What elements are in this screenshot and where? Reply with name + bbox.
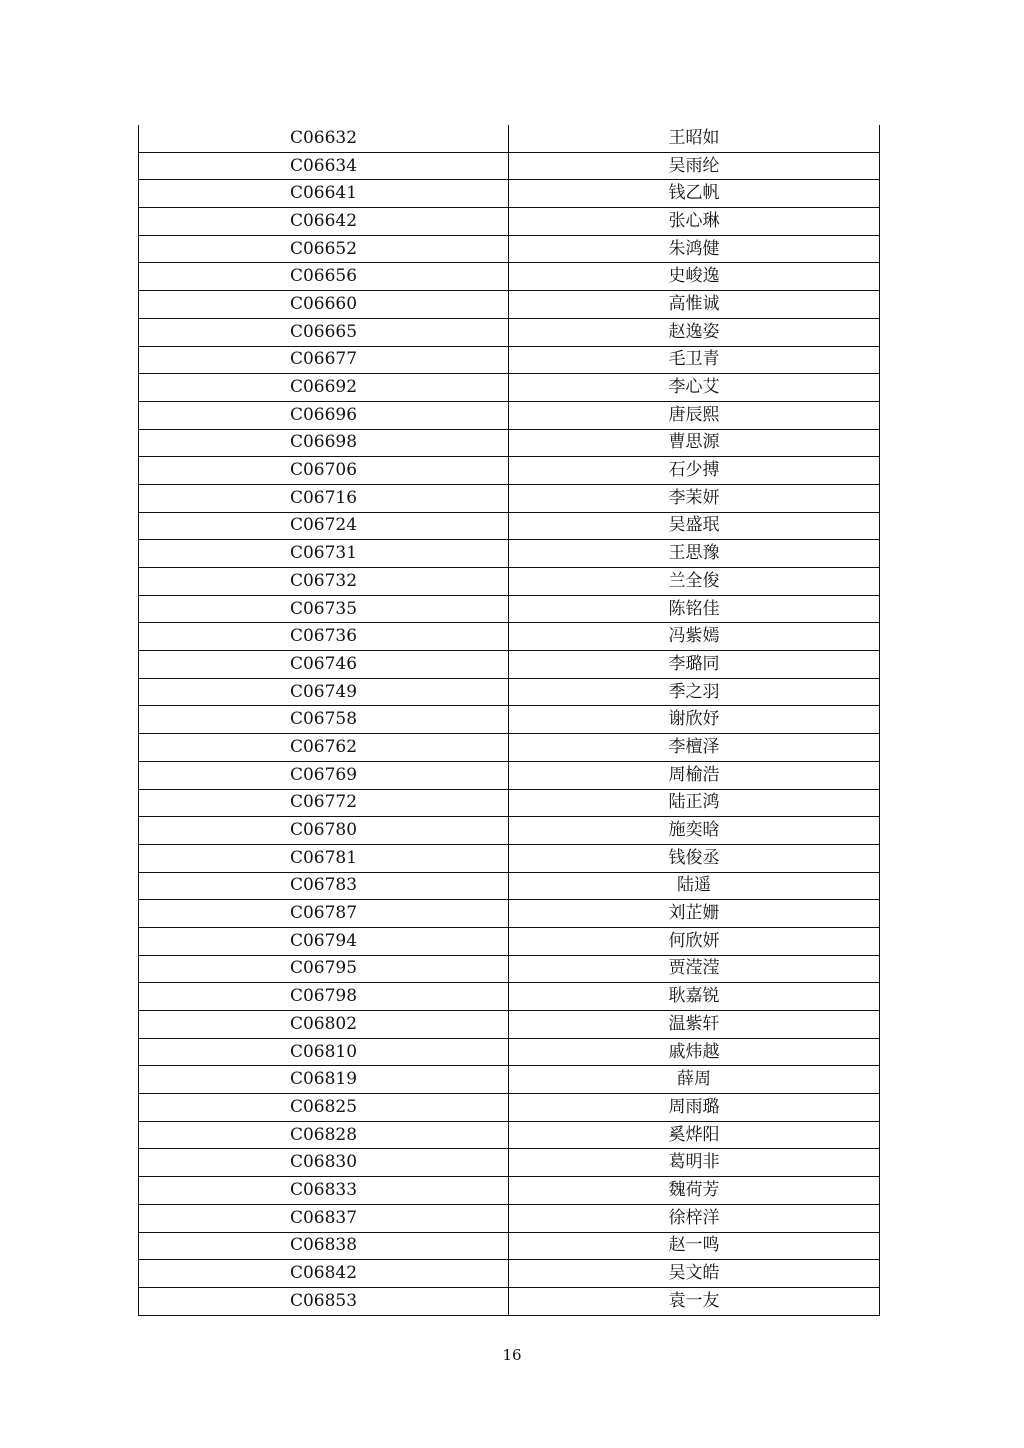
roster-table-body bbox=[139, 125, 880, 1315]
candidate-id-cell: C06825 bbox=[139, 1094, 509, 1122]
candidate-id-cell: C06802 bbox=[139, 1011, 509, 1039]
candidate-name-cell: 王思豫 bbox=[509, 540, 880, 568]
candidate-id-cell: C06780 bbox=[139, 817, 509, 845]
table-row bbox=[139, 761, 880, 789]
table-row bbox=[139, 235, 880, 263]
candidate-id-cell: C06769 bbox=[139, 761, 509, 789]
candidate-id-cell: C06810 bbox=[139, 1038, 509, 1066]
candidate-name-cell: 周雨璐 bbox=[509, 1094, 880, 1122]
table-row bbox=[139, 1149, 880, 1177]
candidate-name-cell: 陆正鸿 bbox=[509, 789, 880, 817]
candidate-id-cell: C06634 bbox=[139, 152, 509, 180]
table-row bbox=[139, 678, 880, 706]
table-row bbox=[139, 263, 880, 291]
candidate-name-cell: 李檀泽 bbox=[509, 734, 880, 762]
candidate-name-cell: 陈铭佳 bbox=[509, 595, 880, 623]
candidate-name-cell: 陆遥 bbox=[509, 872, 880, 900]
candidate-name-cell: 兰全俊 bbox=[509, 568, 880, 596]
candidate-name-cell: 石少搏 bbox=[509, 457, 880, 485]
table-row bbox=[139, 457, 880, 485]
table-row bbox=[139, 844, 880, 872]
candidate-name-cell: 李心艾 bbox=[509, 374, 880, 402]
table-row bbox=[139, 927, 880, 955]
candidate-id-cell: C06696 bbox=[139, 401, 509, 429]
candidate-name-cell: 贾滢滢 bbox=[509, 955, 880, 983]
table-row bbox=[139, 595, 880, 623]
candidate-name-cell: 耿嘉锐 bbox=[509, 983, 880, 1011]
candidate-name-cell: 施奕晗 bbox=[509, 817, 880, 845]
table-row bbox=[139, 374, 880, 402]
candidate-id-cell: C06838 bbox=[139, 1232, 509, 1260]
candidate-name-cell: 冯紫嫣 bbox=[509, 623, 880, 651]
table-row bbox=[139, 1287, 880, 1315]
candidate-id-cell: C06853 bbox=[139, 1287, 509, 1315]
candidate-name-cell: 薛周 bbox=[509, 1066, 880, 1094]
candidate-id-cell: C06833 bbox=[139, 1177, 509, 1205]
table-row bbox=[139, 651, 880, 679]
roster-table bbox=[138, 125, 880, 1316]
table-row bbox=[139, 872, 880, 900]
candidate-name-cell: 唐辰熙 bbox=[509, 401, 880, 429]
candidate-name-cell: 徐梓洋 bbox=[509, 1204, 880, 1232]
table-row bbox=[139, 540, 880, 568]
candidate-name-cell: 李璐同 bbox=[509, 651, 880, 679]
candidate-name-cell: 魏荷芳 bbox=[509, 1177, 880, 1205]
table-row bbox=[139, 180, 880, 208]
candidate-id-cell: C06830 bbox=[139, 1149, 509, 1177]
candidate-name-cell: 何欣妍 bbox=[509, 927, 880, 955]
candidate-name-cell: 李茉妍 bbox=[509, 484, 880, 512]
candidate-id-cell: C06749 bbox=[139, 678, 509, 706]
candidate-name-cell: 刘芷姗 bbox=[509, 900, 880, 928]
candidate-id-cell: C06783 bbox=[139, 872, 509, 900]
candidate-id-cell: C06665 bbox=[139, 318, 509, 346]
candidate-id-cell: C06819 bbox=[139, 1066, 509, 1094]
candidate-name-cell: 谢欣妤 bbox=[509, 706, 880, 734]
table-row bbox=[139, 734, 880, 762]
candidate-name-cell: 戚炜越 bbox=[509, 1038, 880, 1066]
table-row bbox=[139, 1066, 880, 1094]
candidate-name-cell: 高惟诚 bbox=[509, 291, 880, 319]
candidate-id-cell: C06795 bbox=[139, 955, 509, 983]
candidate-name-cell: 吴盛珉 bbox=[509, 512, 880, 540]
table-row bbox=[139, 1232, 880, 1260]
candidate-id-cell: C06642 bbox=[139, 208, 509, 236]
table-row bbox=[139, 568, 880, 596]
candidate-id-cell: C06677 bbox=[139, 346, 509, 374]
candidate-id-cell: C06842 bbox=[139, 1260, 509, 1288]
table-row bbox=[139, 955, 880, 983]
candidate-name-cell: 吴雨纶 bbox=[509, 152, 880, 180]
candidate-id-cell: C06660 bbox=[139, 291, 509, 319]
candidate-id-cell: C06731 bbox=[139, 540, 509, 568]
page-number: 16 bbox=[502, 1346, 522, 1364]
candidate-name-cell: 温紫轩 bbox=[509, 1011, 880, 1039]
candidate-name-cell: 张心琳 bbox=[509, 208, 880, 236]
table-row bbox=[139, 208, 880, 236]
table-row bbox=[139, 817, 880, 845]
candidate-id-cell: C06787 bbox=[139, 900, 509, 928]
table-row bbox=[139, 512, 880, 540]
candidate-id-cell: C06735 bbox=[139, 595, 509, 623]
candidate-name-cell: 奚烨阳 bbox=[509, 1121, 880, 1149]
candidate-name-cell: 赵一鸣 bbox=[509, 1232, 880, 1260]
candidate-id-cell: C06746 bbox=[139, 651, 509, 679]
table-row bbox=[139, 125, 880, 152]
candidate-name-cell: 季之羽 bbox=[509, 678, 880, 706]
table-row bbox=[139, 1121, 880, 1149]
table-row bbox=[139, 401, 880, 429]
candidate-id-cell: C06641 bbox=[139, 180, 509, 208]
candidate-id-cell: C06692 bbox=[139, 374, 509, 402]
candidate-id-cell: C06762 bbox=[139, 734, 509, 762]
table-row bbox=[139, 1038, 880, 1066]
candidate-id-cell: C06781 bbox=[139, 844, 509, 872]
candidate-id-cell: C06698 bbox=[139, 429, 509, 457]
table-row bbox=[139, 346, 880, 374]
table-row bbox=[139, 1177, 880, 1205]
candidate-name-cell: 吴文皓 bbox=[509, 1260, 880, 1288]
candidate-id-cell: C06828 bbox=[139, 1121, 509, 1149]
candidate-id-cell: C06706 bbox=[139, 457, 509, 485]
table-row bbox=[139, 1260, 880, 1288]
candidate-id-cell: C06632 bbox=[139, 125, 509, 152]
table-row bbox=[139, 1204, 880, 1232]
candidate-id-cell: C06732 bbox=[139, 568, 509, 596]
candidate-id-cell: C06798 bbox=[139, 983, 509, 1011]
table-row bbox=[139, 706, 880, 734]
candidate-name-cell: 朱鸿健 bbox=[509, 235, 880, 263]
candidate-id-cell: C06716 bbox=[139, 484, 509, 512]
candidate-name-cell: 曹思源 bbox=[509, 429, 880, 457]
candidate-id-cell: C06758 bbox=[139, 706, 509, 734]
table-row bbox=[139, 429, 880, 457]
candidate-name-cell: 史峻逸 bbox=[509, 263, 880, 291]
candidate-id-cell: C06652 bbox=[139, 235, 509, 263]
candidate-name-cell: 赵逸姿 bbox=[509, 318, 880, 346]
candidate-name-cell: 毛卫青 bbox=[509, 346, 880, 374]
candidate-name-cell: 葛明非 bbox=[509, 1149, 880, 1177]
table-row bbox=[139, 291, 880, 319]
table-row bbox=[139, 1094, 880, 1122]
table-row bbox=[139, 623, 880, 651]
table-row bbox=[139, 983, 880, 1011]
table-row bbox=[139, 152, 880, 180]
candidate-name-cell: 钱俊丞 bbox=[509, 844, 880, 872]
candidate-name-cell: 袁一友 bbox=[509, 1287, 880, 1315]
candidate-name-cell: 钱乙帆 bbox=[509, 180, 880, 208]
table-row bbox=[139, 1011, 880, 1039]
candidate-id-cell: C06724 bbox=[139, 512, 509, 540]
table-row bbox=[139, 900, 880, 928]
table-row bbox=[139, 484, 880, 512]
candidate-name-cell: 周榆浩 bbox=[509, 761, 880, 789]
candidate-id-cell: C06656 bbox=[139, 263, 509, 291]
candidate-id-cell: C06772 bbox=[139, 789, 509, 817]
candidate-id-cell: C06736 bbox=[139, 623, 509, 651]
candidate-name-cell: 王昭如 bbox=[509, 125, 880, 152]
table-row bbox=[139, 789, 880, 817]
candidate-id-cell: C06794 bbox=[139, 927, 509, 955]
table-row bbox=[139, 318, 880, 346]
candidate-id-cell: C06837 bbox=[139, 1204, 509, 1232]
